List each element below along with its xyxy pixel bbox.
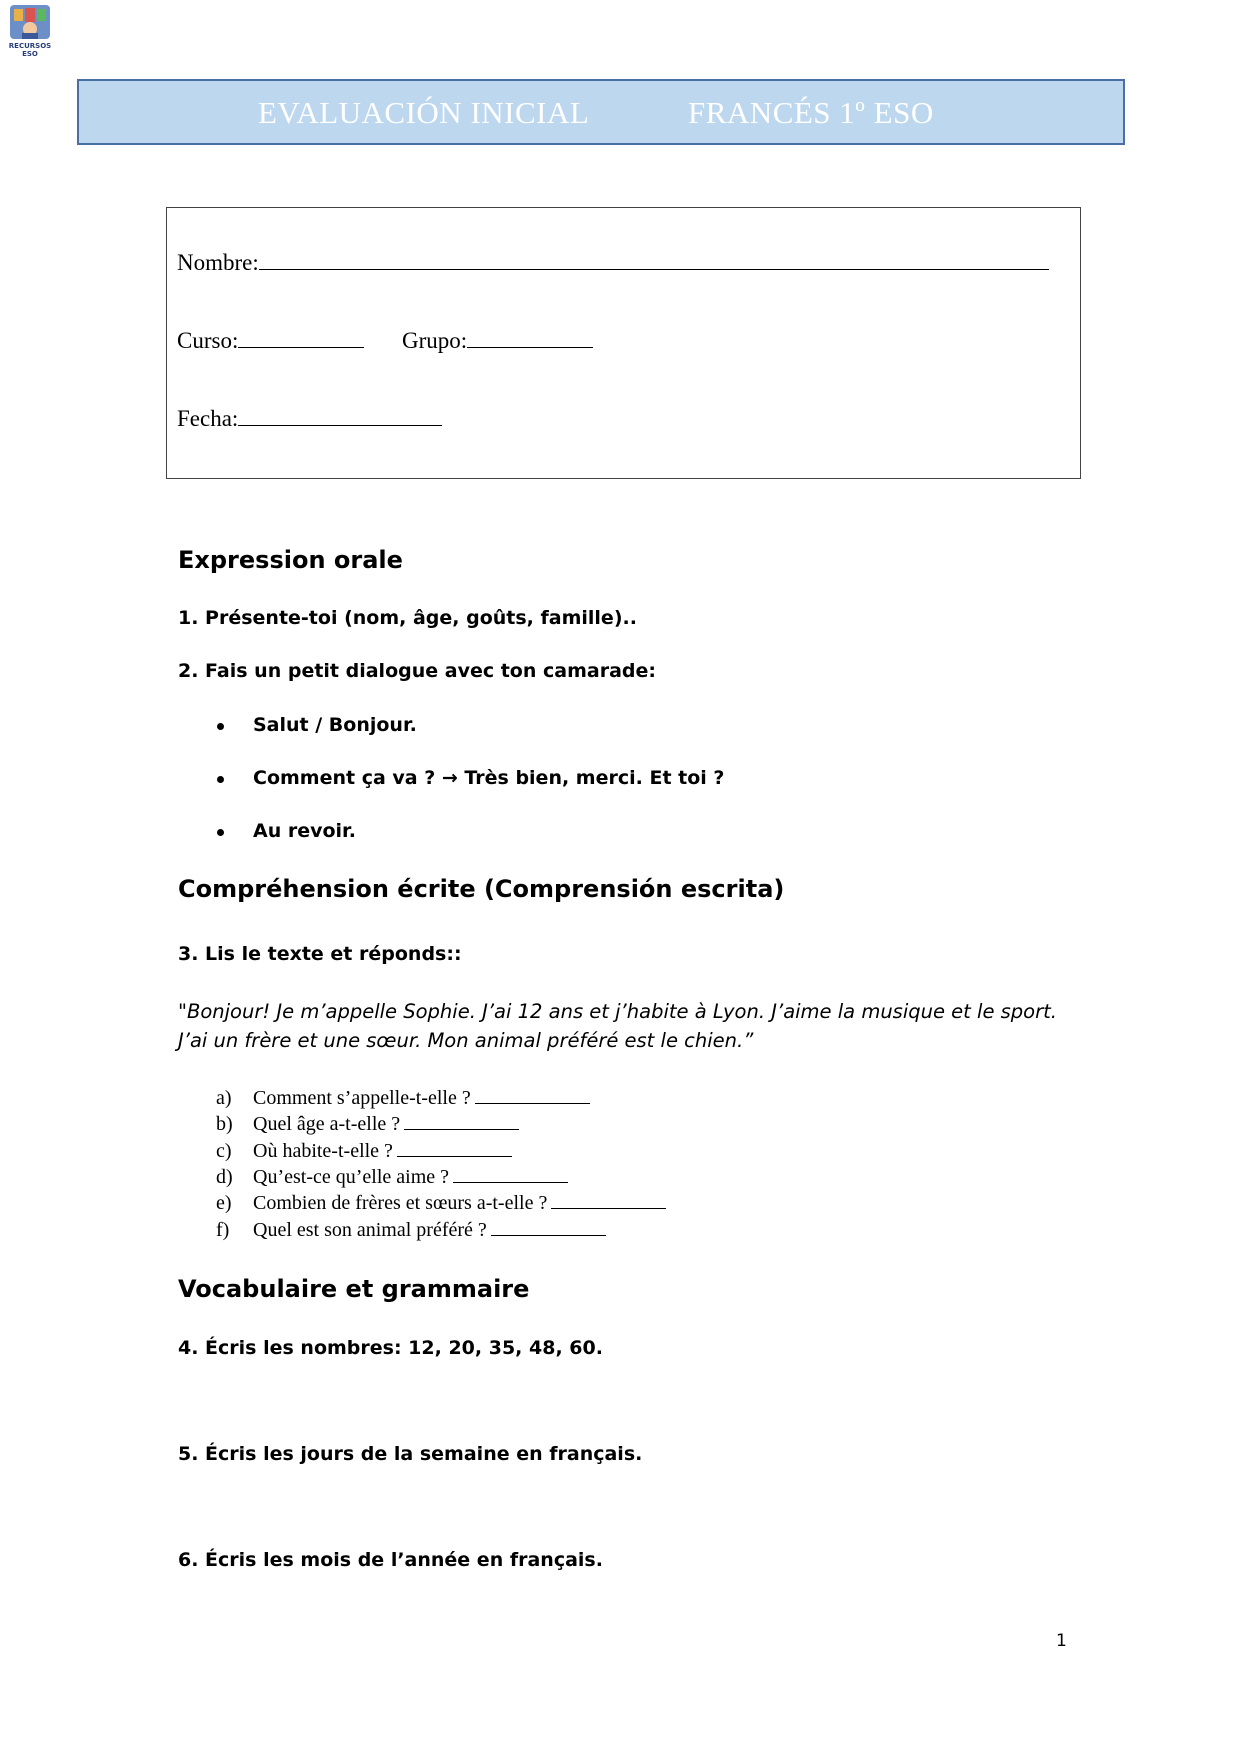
answer-blank[interactable] xyxy=(551,1192,666,1209)
answer-blank[interactable] xyxy=(404,1113,519,1130)
question-5: 5. Écris les jours de la semaine en français. xyxy=(178,1443,643,1465)
sub-question-text: Quel est son animal préféré ? xyxy=(253,1219,487,1241)
question-3: 3. Lis le texte et réponds:: xyxy=(178,943,462,965)
section-heading-vocab: Vocabulaire et grammaire xyxy=(178,1275,530,1303)
sub-question-letter: e) xyxy=(216,1192,232,1214)
section-heading-oral: Expression orale xyxy=(178,546,403,574)
answer-blank[interactable] xyxy=(475,1087,590,1104)
sub-question-d[interactable] xyxy=(216,1166,568,1189)
course-blank[interactable] xyxy=(238,329,364,348)
sub-question-text: Combien de frères et sœurs a-t-elle ? xyxy=(253,1192,548,1214)
group-field[interactable] xyxy=(402,328,593,354)
sub-question-e[interactable] xyxy=(216,1192,666,1215)
sub-question-text: Comment s’appelle-t-elle ? xyxy=(253,1087,471,1109)
bullet-dot-icon xyxy=(217,723,224,730)
reading-passage: "Bonjour! Je m’appelle Sophie. J’ai 12 ans et j’habite à Lyon. J’aime la musique et le sport. J’ai un frère et une sœur. Mon animal préféré est le chien.” xyxy=(178,1000,1057,1052)
course-label: Curso: xyxy=(177,328,239,353)
sub-question-b[interactable] xyxy=(216,1113,519,1136)
recursos-eso-logo xyxy=(8,3,52,59)
answer-blank[interactable] xyxy=(397,1140,512,1157)
svg-text:ESO: ESO xyxy=(22,50,38,58)
svg-text:RECURSOS: RECURSOS xyxy=(8,42,52,50)
question-6: 6. Écris les mois de l’année en français. xyxy=(178,1549,603,1571)
question-2: 2. Fais un petit dialogue avec ton camarade: xyxy=(178,660,656,682)
student-info-box xyxy=(166,207,1081,479)
answer-blank[interactable] xyxy=(491,1219,606,1236)
sub-question-text: Où habite-t-elle ? xyxy=(253,1140,393,1162)
sub-question-letter: c) xyxy=(216,1140,232,1162)
title-banner xyxy=(77,79,1125,145)
answer-blank[interactable] xyxy=(453,1166,568,1183)
date-field[interactable] xyxy=(177,406,442,432)
title-right: FRANCÉS 1º ESO xyxy=(688,95,934,130)
name-label: Nombre: xyxy=(177,250,259,275)
page-number: 1 xyxy=(1056,1631,1067,1651)
date-label: Fecha: xyxy=(177,406,239,431)
sub-question-letter: a) xyxy=(216,1087,232,1109)
sub-question-letter: f) xyxy=(216,1219,230,1241)
date-blank[interactable] xyxy=(238,407,442,426)
bullet-dot-icon xyxy=(217,776,224,783)
sub-question-text: Qu’est-ce qu’elle aime ? xyxy=(253,1166,450,1188)
group-blank[interactable] xyxy=(467,329,593,348)
sub-question-text: Quel âge a-t-elle ? xyxy=(253,1113,401,1135)
name-blank[interactable] xyxy=(259,251,1049,270)
question-1: 1. Présente-toi (nom, âge, goûts, famille).. xyxy=(178,607,637,629)
name-field[interactable] xyxy=(177,250,1049,276)
sub-question-letter: d) xyxy=(216,1166,233,1188)
sub-question-f[interactable] xyxy=(216,1219,606,1242)
title-left: EVALUACIÓN INICIAL xyxy=(258,95,590,130)
question-4: 4. Écris les nombres: 12, 20, 35, 48, 60. xyxy=(178,1337,603,1359)
course-field[interactable] xyxy=(177,328,364,354)
sub-question-letter: b) xyxy=(216,1113,233,1135)
bullet-text: Salut / Bonjour. xyxy=(253,714,417,736)
section-heading-reading: Compréhension écrite (Comprensión escrita) xyxy=(178,875,785,903)
sub-question-a[interactable] xyxy=(216,1087,590,1110)
sub-question-c[interactable] xyxy=(216,1140,512,1163)
bullet-dot-icon xyxy=(217,829,224,836)
bullet-text: Comment ça va ? → Très bien, merci. Et toi ? xyxy=(253,767,725,789)
group-label: Grupo: xyxy=(402,328,468,353)
bullet-text: Au revoir. xyxy=(253,820,356,842)
